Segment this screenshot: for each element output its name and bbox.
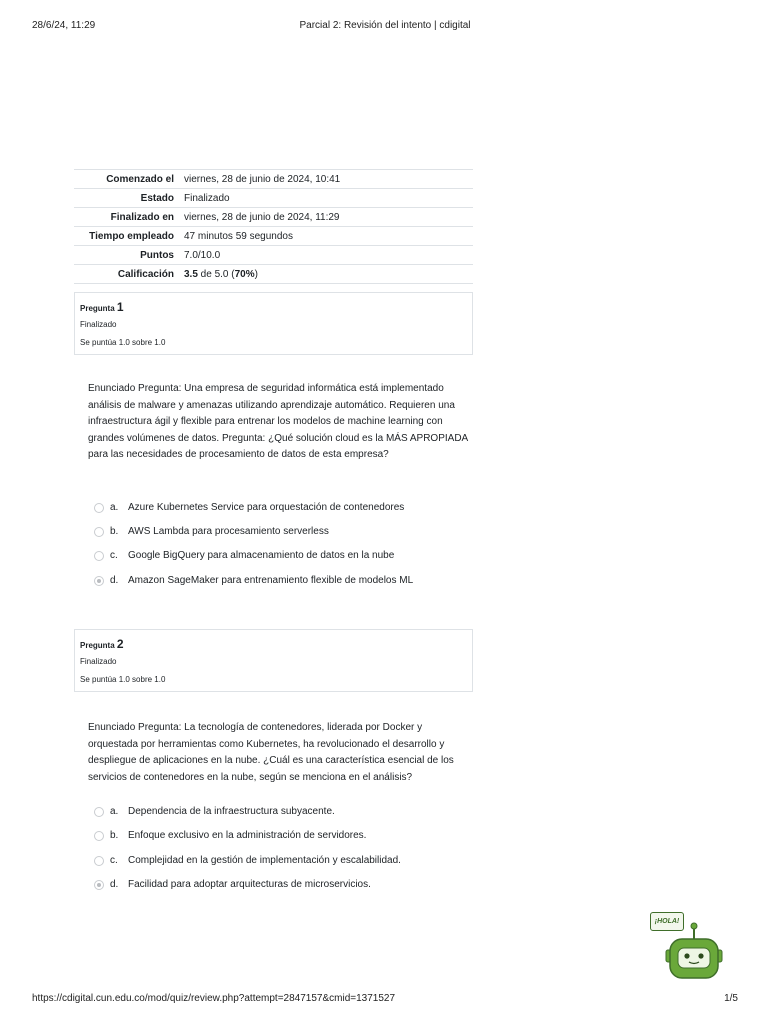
answer-letter: a.: [110, 806, 119, 817]
radio-checked-icon[interactable]: [94, 880, 104, 890]
answer-text: AWS Lambda para procesamiento serverless: [128, 526, 329, 537]
question-prefix: Pregunta: [80, 304, 117, 313]
question-info-1: [74, 292, 473, 355]
summary-row: [74, 170, 473, 189]
attempt-summary-table: [74, 169, 473, 284]
question-prefix: Pregunta: [80, 641, 117, 650]
grade-score: 3.5: [184, 268, 198, 280]
radio-icon[interactable]: [94, 831, 104, 841]
grade-middle: de 5.0 (: [197, 268, 235, 280]
summary-value: 47 minutos 59 segundos: [184, 230, 293, 242]
answer-text: Complejidad en la gestión de implementación y escalabilidad.: [128, 855, 401, 866]
print-page-number: 1/5: [724, 993, 738, 1004]
summary-label: Tiempo empleado: [89, 230, 174, 242]
summary-row: [74, 246, 473, 265]
question-state: Finalizado: [80, 657, 117, 666]
question-number-value: 2: [116, 637, 124, 651]
radio-icon[interactable]: [94, 551, 104, 561]
summary-label: Comenzado el: [106, 173, 174, 185]
grade-value: [179, 265, 473, 284]
radio-icon[interactable]: [94, 503, 104, 513]
answer-text: Dependencia de la infraestructura subyacente.: [128, 806, 335, 817]
answer-text: Facilidad para adoptar arquitecturas de microservicios.: [128, 879, 371, 890]
print-page-title: Parcial 2: Revisión del intento | cdigital: [299, 20, 471, 31]
answer-text: Azure Kubernetes Service para orquestación de contenedores: [128, 502, 405, 513]
question-info-2: [74, 629, 473, 692]
answer-text: Google BigQuery para almacenamiento de datos en la nube: [128, 550, 395, 561]
answer-text: Enfoque exclusivo en la administración de servidores.: [128, 830, 367, 841]
question-number: [80, 300, 124, 314]
answer-letter: a.: [110, 502, 119, 513]
radio-icon[interactable]: [94, 527, 104, 537]
answer-letter: d.: [110, 575, 119, 586]
print-datetime: 28/6/24, 11:29: [32, 20, 96, 31]
summary-row: [74, 208, 473, 227]
grade-label: Calificación: [117, 268, 174, 280]
chatbot-widget[interactable]: [650, 912, 726, 982]
summary-row: [74, 227, 473, 246]
question-text-2: Enunciado Pregunta: La tecnología de contenedores, liderada por Docker y orquestada por herramientas como Kubernetes, ha revolucionado el desarrollo y despliegue de aplicaciones en la nube. ¿Cuál es una característica esencial de los servicios de contenedores en la nube, según se menciona en el análisis?: [88, 722, 454, 783]
radio-icon[interactable]: [94, 856, 104, 866]
summary-row-grade: [74, 265, 473, 284]
summary-label: Finalizado en: [110, 211, 174, 223]
question-state: Finalizado: [80, 320, 117, 329]
summary-value: 7.0/10.0: [184, 249, 221, 261]
answer-letter: b.: [110, 526, 119, 537]
radio-icon[interactable]: [94, 807, 104, 817]
summary-value: viernes, 28 de junio de 2024, 10:41: [184, 173, 341, 185]
summary-label: Estado: [140, 192, 174, 204]
radio-checked-icon[interactable]: [94, 576, 104, 586]
question-number: [80, 637, 124, 651]
answer-letter: c.: [110, 550, 118, 561]
summary-label: Puntos: [140, 249, 174, 261]
grade-percent: 70%: [234, 268, 255, 280]
summary-value: viernes, 28 de junio de 2024, 11:29: [184, 211, 340, 223]
question-grade: Se puntúa 1.0 sobre 1.0: [80, 675, 166, 684]
answer-letter: b.: [110, 830, 119, 841]
question-number-value: 1: [116, 300, 124, 314]
print-url: https://cdigital.cun.edu.co/mod/quiz/review.php?attempt=2847157&cmid=1371527: [32, 993, 396, 1004]
question-text-1: Enunciado Pregunta: Una empresa de seguridad informática está implementado análisis de malware y amenazas utilizando aprendizaje automático. Requieren una infraestructura ágil y flexible para entrenar los modelos de machine learning con grandes volúmenes de datos. Pregunta: ¿Qué solución cloud es la MÁS APROPIADA para las necesidades de procesamiento de datos de esta empresa?: [88, 383, 468, 460]
summary-value: Finalizado: [184, 192, 230, 204]
answer-text: Amazon SageMaker para entrenamiento flexible de modelos ML: [128, 575, 414, 586]
answer-letter: c.: [110, 855, 118, 866]
chatbot-greeting-bubble[interactable]: ¡HOLA!: [650, 912, 684, 931]
grade-end: ): [254, 268, 258, 280]
robot-icon[interactable]: [660, 922, 726, 982]
question-grade: Se puntúa 1.0 sobre 1.0: [80, 338, 166, 347]
summary-row: [74, 189, 473, 208]
answer-letter: d.: [110, 879, 119, 890]
